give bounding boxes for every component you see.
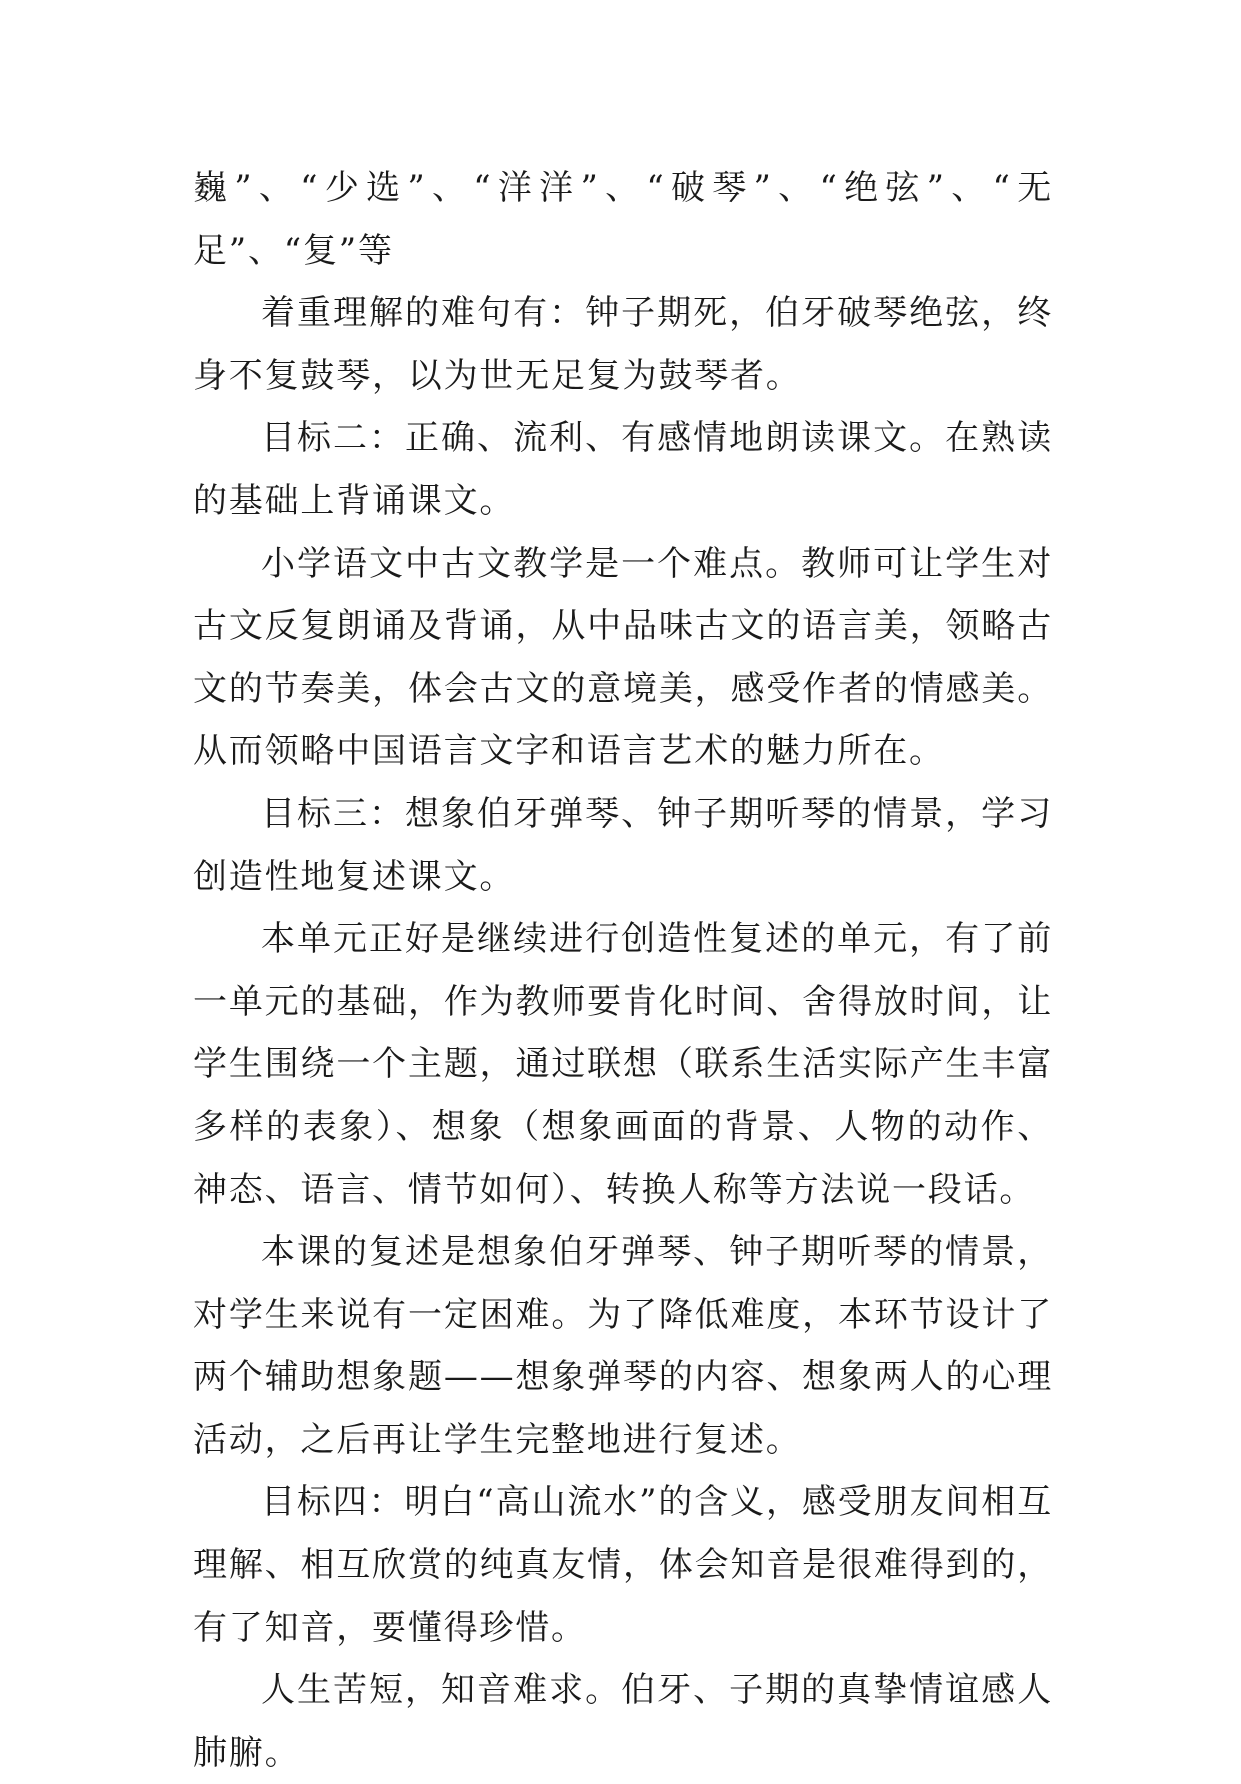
paragraph-closing: 人生苦短，知音难求。伯牙、子期的真挚情谊感人肺腑。 [193,1670,1053,1773]
paragraph-continuation: 巍”、“少选”、“洋洋”、“破琴”、“绝弦”、“无足”、“复”等 [193,168,1053,271]
paragraph-creative-retelling: 本单元正好是继续进行创造性复述的单元，有了前一单元的基础，作为教师要肯化时间、舍得放时间，让学生围绕一个主题，通过联想（联系生活实际产生丰富多样的表象）、想象（想象画面的背景、人物的动作、神态、语言、情节如何）、转换人称等方法说一段话。 [193,919,1053,1210]
paragraph-goal-three: 目标三：想象伯牙弹琴、钟子期听琴的情景，学习创造性地复述课文。 [193,793,1053,897]
paragraph-difficult-sentences: 着重理解的难句有：钟子期死，伯牙破琴绝弦，终身不复鼓琴，以为世无足复为鼓琴者。 [193,293,1053,396]
paragraph-classical-teaching: 小学语文中古文教学是一个难点。教师可让学生对古文反复朗诵及背诵，从中品味古文的语言美，领略古文的节奏美，体会古文的意境美，感受作者的情感美。从而领略中国语言文字和语言艺术的魅力所在。 [193,543,1053,772]
document-body [193,157,1053,1784]
paragraph-retelling-difficulty: 本课的复述是想象伯牙弹琴、钟子期听琴的情景，对学生来说有一定困难。为了降低难度，本环节设计了两个辅助想象题——想象弹琴的内容、想象两人的心理活动，之后再让学生完整地进行复述。 [193,1232,1053,1460]
paragraph-goal-four: 目标四：明白“高山流水”的含义，感受朋友间相互理解、相互欣赏的纯真友情，体会知音是很难得到的，有了知音，要懂得珍惜。 [193,1482,1053,1648]
paragraph-goal-two: 目标二：正确、流利、有感情地朗读课文。在熟读的基础上背诵课文。 [193,418,1053,521]
